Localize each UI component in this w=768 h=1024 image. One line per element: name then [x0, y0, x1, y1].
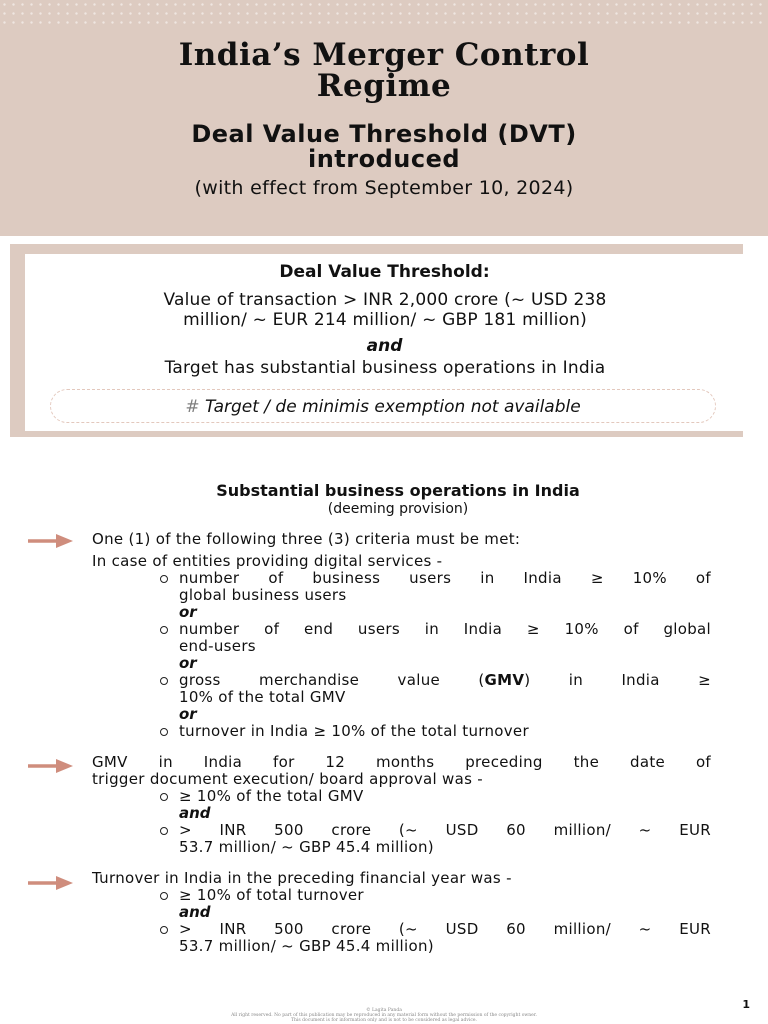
subtitle-line-1: Deal Value Threshold (DVT) [191, 120, 577, 148]
and-connector: and [179, 804, 211, 822]
bullet-icon [159, 625, 169, 635]
section-title: Substantial business operations in India [216, 481, 580, 500]
bullet-icon [159, 676, 169, 686]
bullet-icon [159, 727, 169, 737]
dvt-box-title: Deal Value Threshold: [279, 262, 490, 282]
digital-item-2-line-2: end-users [179, 637, 256, 655]
title-line-1: India’s Merger Control [178, 37, 590, 73]
or-connector: or [179, 603, 197, 621]
gmv-text-a: gross merchandise value ( [179, 671, 485, 689]
or-connector: or [179, 705, 197, 723]
hash-icon: # [185, 397, 200, 417]
title-line-2: Regime [316, 68, 452, 104]
footer-disclaimer: This document is for information only and is not to be considered as legal advice. [291, 1018, 477, 1023]
arrow-right-icon [28, 533, 74, 549]
title-banner [0, 0, 768, 236]
turnover-criteria-line: Turnover in India in the preceding financial year was - [92, 869, 512, 887]
section-subtitle: (deeming provision) [327, 501, 469, 517]
arrow-right-icon [28, 875, 74, 891]
turnover-item-2-line-2: 53.7 million/ ~ GBP 45.4 million) [179, 937, 434, 955]
digital-item-4-line-1: turnover in India ≥ 10% of the total turnover [179, 722, 529, 740]
criteria-intro: One (1) of the following three (3) criteria must be met: [92, 530, 521, 548]
decorative-dots [0, 0, 768, 30]
effective-date: (with effect from September 10, 2024) [194, 177, 574, 199]
page-number: 1 [742, 998, 750, 1011]
digital-item-1-line-2: global business users [179, 586, 347, 604]
dvt-target-line: Target has substantial business operations in India [164, 358, 606, 378]
page-subtitle [0, 122, 768, 172]
gmv-criteria-line-2: trigger document execution/ board approval was - [92, 770, 483, 788]
dvt-and: and [366, 336, 403, 356]
and-connector: and [179, 903, 211, 921]
footer-copyright: © Lagita Panda [366, 1008, 402, 1013]
subtitle-line-2: introduced [307, 145, 461, 173]
digital-item-2-line-1: number of end users in India ≥ 10% of global [179, 620, 711, 638]
dvt-value-line-1: Value of transaction > INR 2,000 crore (~ USD 238 [163, 290, 607, 310]
footer-rights: All right reserved. No part of this publication may be reproduced in any material form without the permission of the copyright owner. [231, 1013, 537, 1018]
bullet-icon [159, 891, 169, 901]
gmv-abbr: GMV [484, 671, 525, 689]
turnover-item-2-line-1: > INR 500 crore (~ USD 60 million/ ~ EUR [179, 920, 711, 938]
footer [150, 1008, 618, 1023]
or-connector: or [179, 654, 197, 672]
arrow-right-icon [28, 758, 74, 774]
exemption-note-text: Target / de minimis exemption not available [204, 397, 581, 417]
digital-item-3-line-2: 10% of the total GMV [179, 688, 346, 706]
exemption-note [50, 396, 716, 418]
bullet-icon [159, 792, 169, 802]
gmv-item-2-line-1: > INR 500 crore (~ USD 60 million/ ~ EUR [179, 821, 711, 839]
digital-item-1-line-1: number of business users in India ≥ 10% of [179, 569, 711, 587]
turnover-item-1-line-1: ≥ 10% of total turnover [179, 886, 364, 904]
gmv-criteria-line-1: GMV in India for 12 months preceding the date of [92, 753, 711, 771]
digital-intro: In case of entities providing digital services - [92, 552, 443, 570]
bullet-icon [159, 925, 169, 935]
bullet-icon [159, 574, 169, 584]
dvt-value-line-2: million/ ~ EUR 214 million/ ~ GBP 181 million) [183, 310, 587, 330]
gmv-item-1-line-1: ≥ 10% of the total GMV [179, 787, 364, 805]
bullet-icon [159, 826, 169, 836]
gmv-text-c: ) in India ≥ [524, 671, 711, 689]
digital-item-3-line-1 [179, 672, 711, 689]
gmv-item-2-line-2: 53.7 million/ ~ GBP 45.4 million) [179, 838, 434, 856]
page-title [0, 37, 768, 104]
